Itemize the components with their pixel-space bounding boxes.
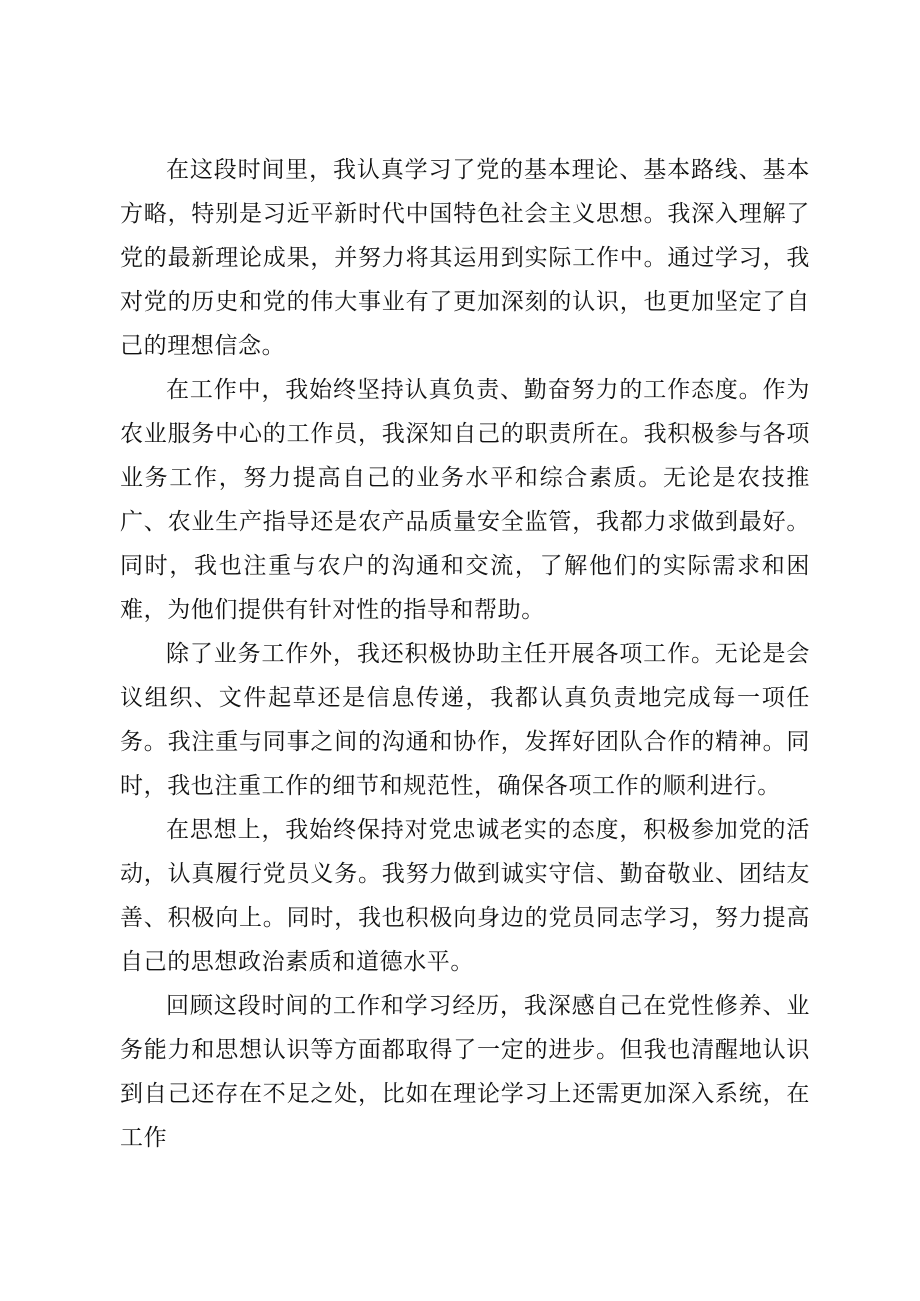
paragraph-review: 回顾这段时间的工作和学习经历，我深感自己在党性修养、业务能力和思想认识等方面都取得了一定的进步。但我也清醒地认识到自己还存在不足之处，比如在理论学习上还需更加深入系统，在工作 xyxy=(120,993,810,1151)
paragraph-study: 在这段时间里，我认真学习了党的基本理论、基本路线、基本方略，特别是习近平新时代中国特色社会主义思想。我深入理解了党的最新理论成果，并努力将其运用到实际工作中。通过学习，我对党的历史和党的伟大事业有了更加深刻的认识，也更加坚定了自己的理想信念。 xyxy=(120,157,810,359)
paragraph-work: 在工作中，我始终坚持认真负责、勤奋努力的工作态度。作为农业服务中心的工作员，我深知自己的职责所在。我积极参与各项业务工作，努力提高自己的业务水平和综合素质。无论是农技推广、农业生产指导还是农产品质量安全监管，我都力求做到最好。同时，我也注重与农户的沟通和交流，了解他们的实际需求和困难，为他们提供有针对性的指导和帮助。 xyxy=(120,377,810,623)
paragraph-assist: 除了业务工作外，我还积极协助主任开展各项工作。无论是会议组织、文件起草还是信息传递，我都认真负责地完成每一项任务。我注重与同事之间的沟通和协作，发挥好团队合作的精神。同时，我也注重工作的细节和规范性，确保各项工作的顺利进行。 xyxy=(120,641,810,799)
paragraph-thought: 在思想上，我始终保持对党忠诚老实的态度，积极参加党的活动，认真履行党员义务。我努力做到诚实守信、勤奋敬业、团结友善、积极向上。同时，我也积极向身边的党员同志学习，努力提高自己的思想政治素质和道德水平。 xyxy=(120,817,810,975)
document-body xyxy=(120,148,810,1160)
